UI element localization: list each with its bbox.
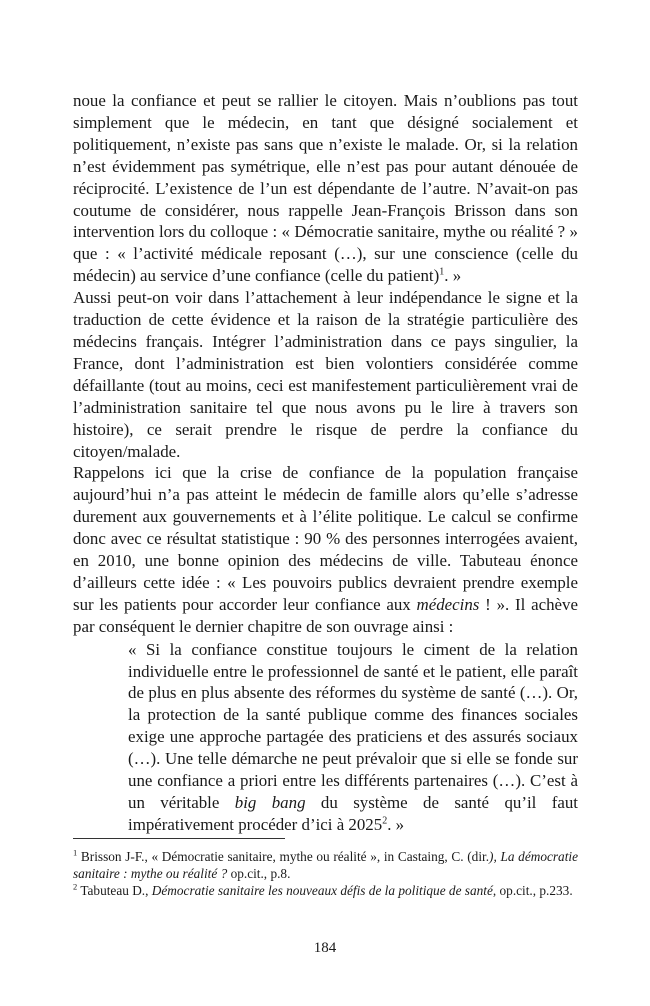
- paragraph-3: [73, 462, 578, 637]
- footnote-2: [73, 882, 578, 899]
- paragraph-2: Aussi peut-on voir dans l’attachement à leur indépendance le signe et la traduction de cette évidence et la raison de la stratégie particulière des médecins français. Intégrer l’administration dans ce pays singulier, la France, dont l’administration est bien volontiers considérée comme défaillante (tout au moins, ceci est manifestement particulièrement vrai de l’administration sanitaire tel que nous avons pu le lire à travers son histoire), ce serait prendre le risque de perdre la confiance du citoyen/malade.: [73, 288, 578, 461]
- paragraph-1-end: . »: [444, 266, 462, 286]
- footnote-2-italic: Démocratie sanitaire les nouveaux défis de la politique de santé: [151, 883, 493, 899]
- paragraph-3-italic: médecins: [416, 594, 480, 614]
- paragraph-1: [73, 90, 578, 287]
- footnote-ref-1: 1: [439, 266, 445, 278]
- quote-italic: big bang: [234, 793, 306, 812]
- page-body: [73, 90, 578, 836]
- footnote-1-number: 1: [73, 847, 78, 858]
- footnote-rule: [73, 838, 285, 839]
- quote-text: « Si la confiance constitue toujours le ciment de la relation individuelle entre le professionnel de santé et le patient, elle paraît de plus en plus absente des réformes du système de santé (…). Or, la protection de la santé publique comme des finances sociales exige une approche partagée des praticiens et des assurés sociaux (…). Une telle démarche ne peut prévaloir que si elle se fonde sur une confiance a priori entre les différents partenaires (…). C’est à un véritable: [128, 639, 578, 812]
- footnote-ref-2: 2: [382, 815, 388, 827]
- quote-text-cont: du système de santé qu’il faut impérativement procéder d’ici à 2025: [128, 793, 579, 834]
- footnotes: [73, 838, 578, 900]
- footnote-1-end: op.cit., p.8.: [227, 866, 291, 882]
- page-number: 184: [313, 940, 337, 956]
- paragraph-3-text: Rappelons ici que la crise de confiance de la population française aujourd’hui n’a pas atteint le médecin de famille alors qu’elle s’adresse durement aux gouvernements et à l’élite politique. Le calcul se confirme donc avec ce résultat statistique : 90 % des personnes interrogées avaient, en 2010, une bonne opinion des médecins de ville. Tabuteau énonce d’ailleurs cette idée : « Les pouvoirs publics devraient prendre exemple sur les patients pour accorder leur confiance aux: [73, 463, 578, 614]
- footnote-2-text: Tabuteau D.,: [77, 883, 152, 899]
- footnote-2-number: 2: [73, 881, 78, 892]
- footnote-1-text: Brisson J-F., « Démocratie sanitaire, mythe ou réalité », in Castaing, C. (dir.: [77, 849, 490, 864]
- footnote-1-italic: ), La démocratie sanitaire : mythe ou réalité ?: [73, 849, 578, 882]
- quote-end: . »: [387, 814, 405, 834]
- block-quote: [128, 639, 578, 836]
- footnote-2-end: , op.cit., p.233.: [492, 883, 573, 899]
- paragraph-3-end: ! ». Il achève par conséquent le dernier chapitre de son ouvrage ainsi :: [73, 594, 578, 636]
- footnote-1: [73, 848, 578, 882]
- paragraph-1-text: noue la confiance et peut se rallier le citoyen. Mais n’oublions pas tout simplement que le médecin, en tant que désigné socialement et politiquement, n’existe pas sans que n’existe le malade. Or, si la relation n’est évidemment pas symétrique, elle n’est pas pour autant dénouée de réciprocité. L’existence de l’un est dépendante de l’autre. N’avait-on pas coutume de considérer, nous rappelle Jean-François Brisson dans son intervention lors du colloque : « Démocratie sanitaire, mythe ou réalité ? » que : « l’activité médicale reposant (…), sur une conscience (celle du médecin) au service d’une confiance (celle du patient): [73, 91, 578, 286]
